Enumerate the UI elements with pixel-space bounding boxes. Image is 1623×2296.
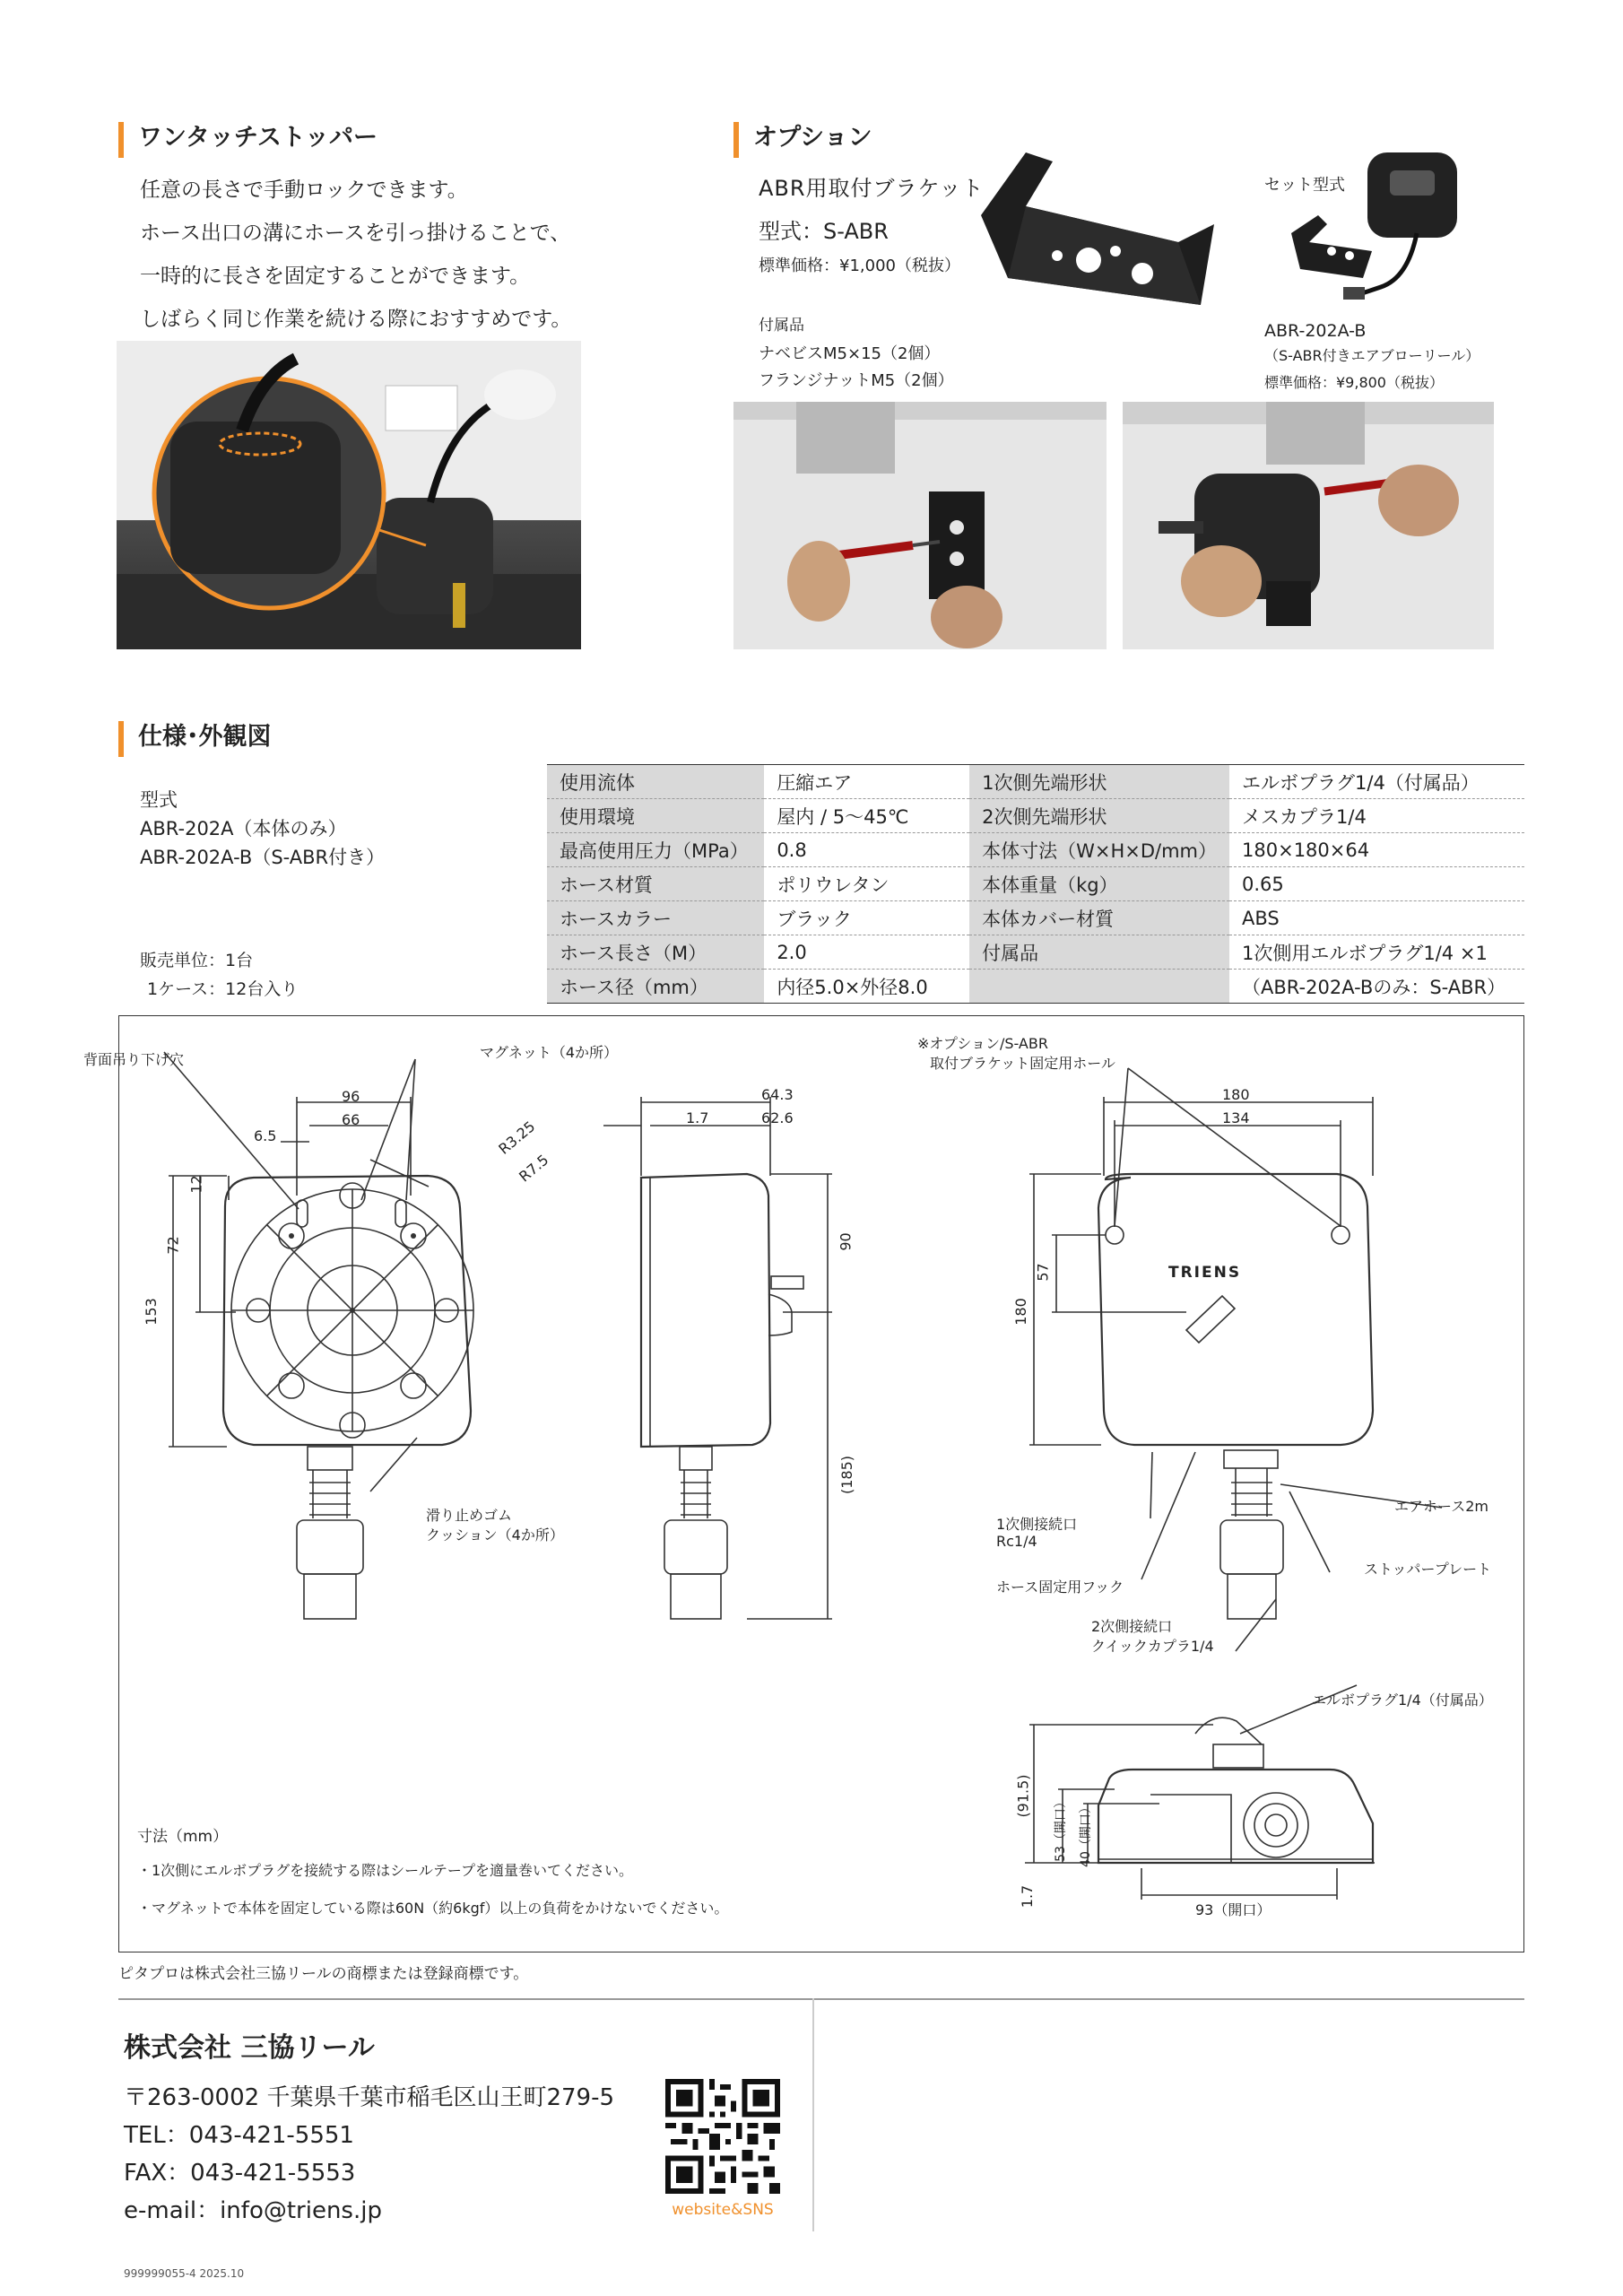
dim-185: (185)	[838, 1455, 856, 1495]
accessories-label: 付属品	[759, 317, 804, 335]
qr-label-sns: &SNS	[731, 2201, 774, 2219]
spec-title: 仕様･外観図	[118, 721, 272, 753]
label-port2-a: 2次側接続口	[1091, 1618, 1173, 1635]
dim-12: 12	[187, 1175, 205, 1194]
spec-label: ホース長さ（M）	[547, 935, 764, 970]
spec-label: 付属品	[969, 935, 1229, 970]
spec-table	[547, 764, 1524, 1004]
spec-label: 本体寸法（W×H×D/mm）	[969, 833, 1229, 867]
company-tel: TEL：043-421-5551	[124, 2122, 354, 2149]
set-desc: （S-ABR付きエアブローリール）	[1264, 347, 1480, 364]
option-title: オプション	[733, 122, 872, 154]
install-photo-2	[1123, 402, 1494, 649]
footer-vdivider	[812, 1998, 814, 2231]
company-email[interactable]: e-mail：info@triens.jp	[124, 2197, 382, 2224]
spec-label: 本体重量（kg）	[969, 867, 1229, 901]
spec-label	[969, 970, 1229, 1004]
accessories-list	[759, 341, 954, 395]
case-qty: 1ケース：12台入り	[147, 979, 299, 999]
dim-40: 40（開口）	[1078, 1801, 1093, 1867]
spec-value: メスカプラ1/4	[1229, 799, 1524, 833]
brand-mark: TRIENS	[1168, 1264, 1242, 1282]
install-photo-1	[733, 402, 1107, 649]
set-price: 標準価格：¥9,800（税抜）	[1264, 374, 1444, 391]
spec-row	[547, 970, 1524, 1004]
dim-153: 153	[142, 1298, 160, 1326]
label-hang-hole: 背面吊り下げ穴	[83, 1051, 185, 1068]
spec-row	[547, 935, 1524, 970]
dim-r3-25: R3.25	[495, 1118, 539, 1158]
qr-code-icon[interactable]	[665, 2079, 780, 2194]
stopper-photo	[117, 341, 581, 649]
spec-row	[547, 833, 1524, 867]
sales-unit: 販売単位：1台	[140, 951, 254, 970]
dim-96: 96	[342, 1088, 360, 1105]
bracket-model: 型式：S-ABR	[759, 219, 889, 244]
spec-value: 0.65	[1229, 867, 1524, 901]
label-option-2: 取付ブラケット固定用ホール	[930, 1055, 1115, 1072]
footer-divider	[118, 1998, 1524, 2000]
stopper-line: ホース出口の溝にホースを引っ掛けることで、	[140, 222, 571, 245]
spec-value: 2.0	[764, 935, 969, 970]
spec-value: 0.8	[764, 833, 969, 867]
model-label: 型式	[140, 789, 178, 811]
label-stopper-plate: ストッパープレート	[1364, 1561, 1492, 1578]
dim-53: 53（開口）	[1053, 1796, 1068, 1862]
label-port2-b: クイックカプラ1/4	[1091, 1638, 1214, 1655]
spec-value: 180×180×64	[1229, 833, 1524, 867]
set-model: ABR-202A-B	[1264, 321, 1367, 341]
set-image	[1282, 144, 1480, 314]
accessory-item: ナベビスM5×15（2個）	[759, 344, 941, 363]
company-address: 〒263-0002 千葉県千葉市稲毛区山王町279-5	[124, 2084, 614, 2111]
doc-code: 999999055-4 2025.10	[124, 2267, 245, 2280]
label-port1-b: Rc1/4	[996, 1533, 1037, 1550]
stopper-line: しばらく同じ作業を続ける際におすすめです。	[140, 308, 572, 331]
dim-62-6: 62.6	[761, 1109, 794, 1126]
model-item: ABR-202A（本体のみ）	[140, 818, 347, 839]
trademark-note: ピタプロは株式会社三協リールの商標または登録商標です。	[118, 1965, 529, 1983]
dim-134: 134	[1222, 1109, 1250, 1126]
spec-value: エルボプラグ1/4（付属品）	[1229, 765, 1524, 799]
dim-93: 93（開口）	[1195, 1901, 1271, 1918]
stopper-title: ワンタッチストッパー	[118, 122, 378, 154]
spec-row	[547, 765, 1524, 799]
spec-value: ポリウレタン	[764, 867, 969, 901]
dim-90: 90	[837, 1232, 855, 1251]
spec-label: 2次側先端形状	[969, 799, 1229, 833]
bracket-name: ABR用取付ブラケット	[759, 176, 985, 201]
dim-180-h: 180	[1011, 1298, 1029, 1326]
stopper-line: 任意の長さで手動ロックできます。	[140, 178, 468, 202]
spec-value: （ABR-202A-Bのみ：S-ABR）	[1229, 970, 1524, 1004]
qr-label-website: website	[672, 2201, 732, 2219]
model-item: ABR-202A-B（S-ABR付き）	[140, 847, 386, 868]
label-port1-a: 1次側接続口	[996, 1516, 1078, 1533]
set-label: セット型式	[1264, 176, 1345, 195]
unit-note: 寸法（mm）	[137, 1828, 229, 1846]
spec-value: 屋内 / 5～45℃	[764, 799, 969, 833]
bracket-image	[972, 144, 1223, 323]
label-rubber-2: クッション（4か所）	[426, 1526, 564, 1544]
spec-label: ホース材質	[547, 867, 764, 901]
spec-value: ブラック	[764, 901, 969, 935]
stopper-description	[140, 169, 571, 341]
spec-row	[547, 901, 1524, 935]
dim-57: 57	[1034, 1263, 1052, 1282]
dim-6-5: 6.5	[254, 1127, 277, 1144]
label-rubber-1: 滑り止めゴム	[426, 1507, 513, 1524]
dim-64-3: 64.3	[761, 1086, 794, 1103]
dim-1-7b: 1.7	[1019, 1884, 1037, 1909]
spec-value: ABS	[1229, 901, 1524, 935]
label-option-1: ※オプション/S-ABR	[917, 1035, 1048, 1052]
dim-72: 72	[164, 1236, 182, 1255]
stopper-line: 一時的に長さを固定することができます。	[140, 265, 531, 288]
model-list	[140, 814, 385, 872]
dim-91-5: (91.5)	[1014, 1774, 1032, 1818]
spec-label: 最高使用圧力（MPa）	[547, 833, 764, 867]
qr-label	[665, 2201, 780, 2219]
drawing-box	[83, 1015, 1524, 1952]
accessory-item: フランジナットM5（2個）	[759, 371, 954, 390]
technical-drawing	[119, 1016, 1525, 1953]
company-fax: FAX：043-421-5553	[124, 2160, 356, 2187]
spec-label: ホースカラー	[547, 901, 764, 935]
dim-66: 66	[342, 1111, 360, 1128]
bracket-price: 標準価格：¥1,000（税抜）	[759, 257, 960, 275]
spec-row	[547, 799, 1524, 833]
dim-180-w: 180	[1222, 1086, 1250, 1103]
company-name: 株式会社 三協リール	[124, 2032, 375, 2064]
spec-value: 1次側用エルボプラグ1/4 ×1	[1229, 935, 1524, 970]
spec-label: 使用環境	[547, 799, 764, 833]
spec-label: 本体カバー材質	[969, 901, 1229, 935]
label-hook: ホース固定用フック	[996, 1578, 1124, 1596]
spec-value: 圧縮エア	[764, 765, 969, 799]
spec-label: 使用流体	[547, 765, 764, 799]
dim-r7-5: R7.5	[516, 1151, 552, 1186]
spec-row	[547, 867, 1524, 901]
note-1: ・1次側にエルボプラグを接続する際はシールテープを適量巻いてください。	[137, 1862, 634, 1879]
spec-label: 1次側先端形状	[969, 765, 1229, 799]
spec-label: ホース径（mm）	[547, 970, 764, 1004]
spec-value: 内径5.0×外径8.0	[764, 970, 969, 1004]
label-air-hose: エアホース2m	[1394, 1498, 1488, 1515]
note-2: ・マグネットで本体を固定している際は60N（約6kgf）以上の負荷をかけないでください。	[137, 1900, 729, 1917]
label-elbow: エルボプラグ1/4（付属品）	[1312, 1692, 1493, 1709]
label-magnet: マグネット（4か所）	[480, 1044, 619, 1061]
dim-1-7: 1.7	[686, 1109, 709, 1126]
